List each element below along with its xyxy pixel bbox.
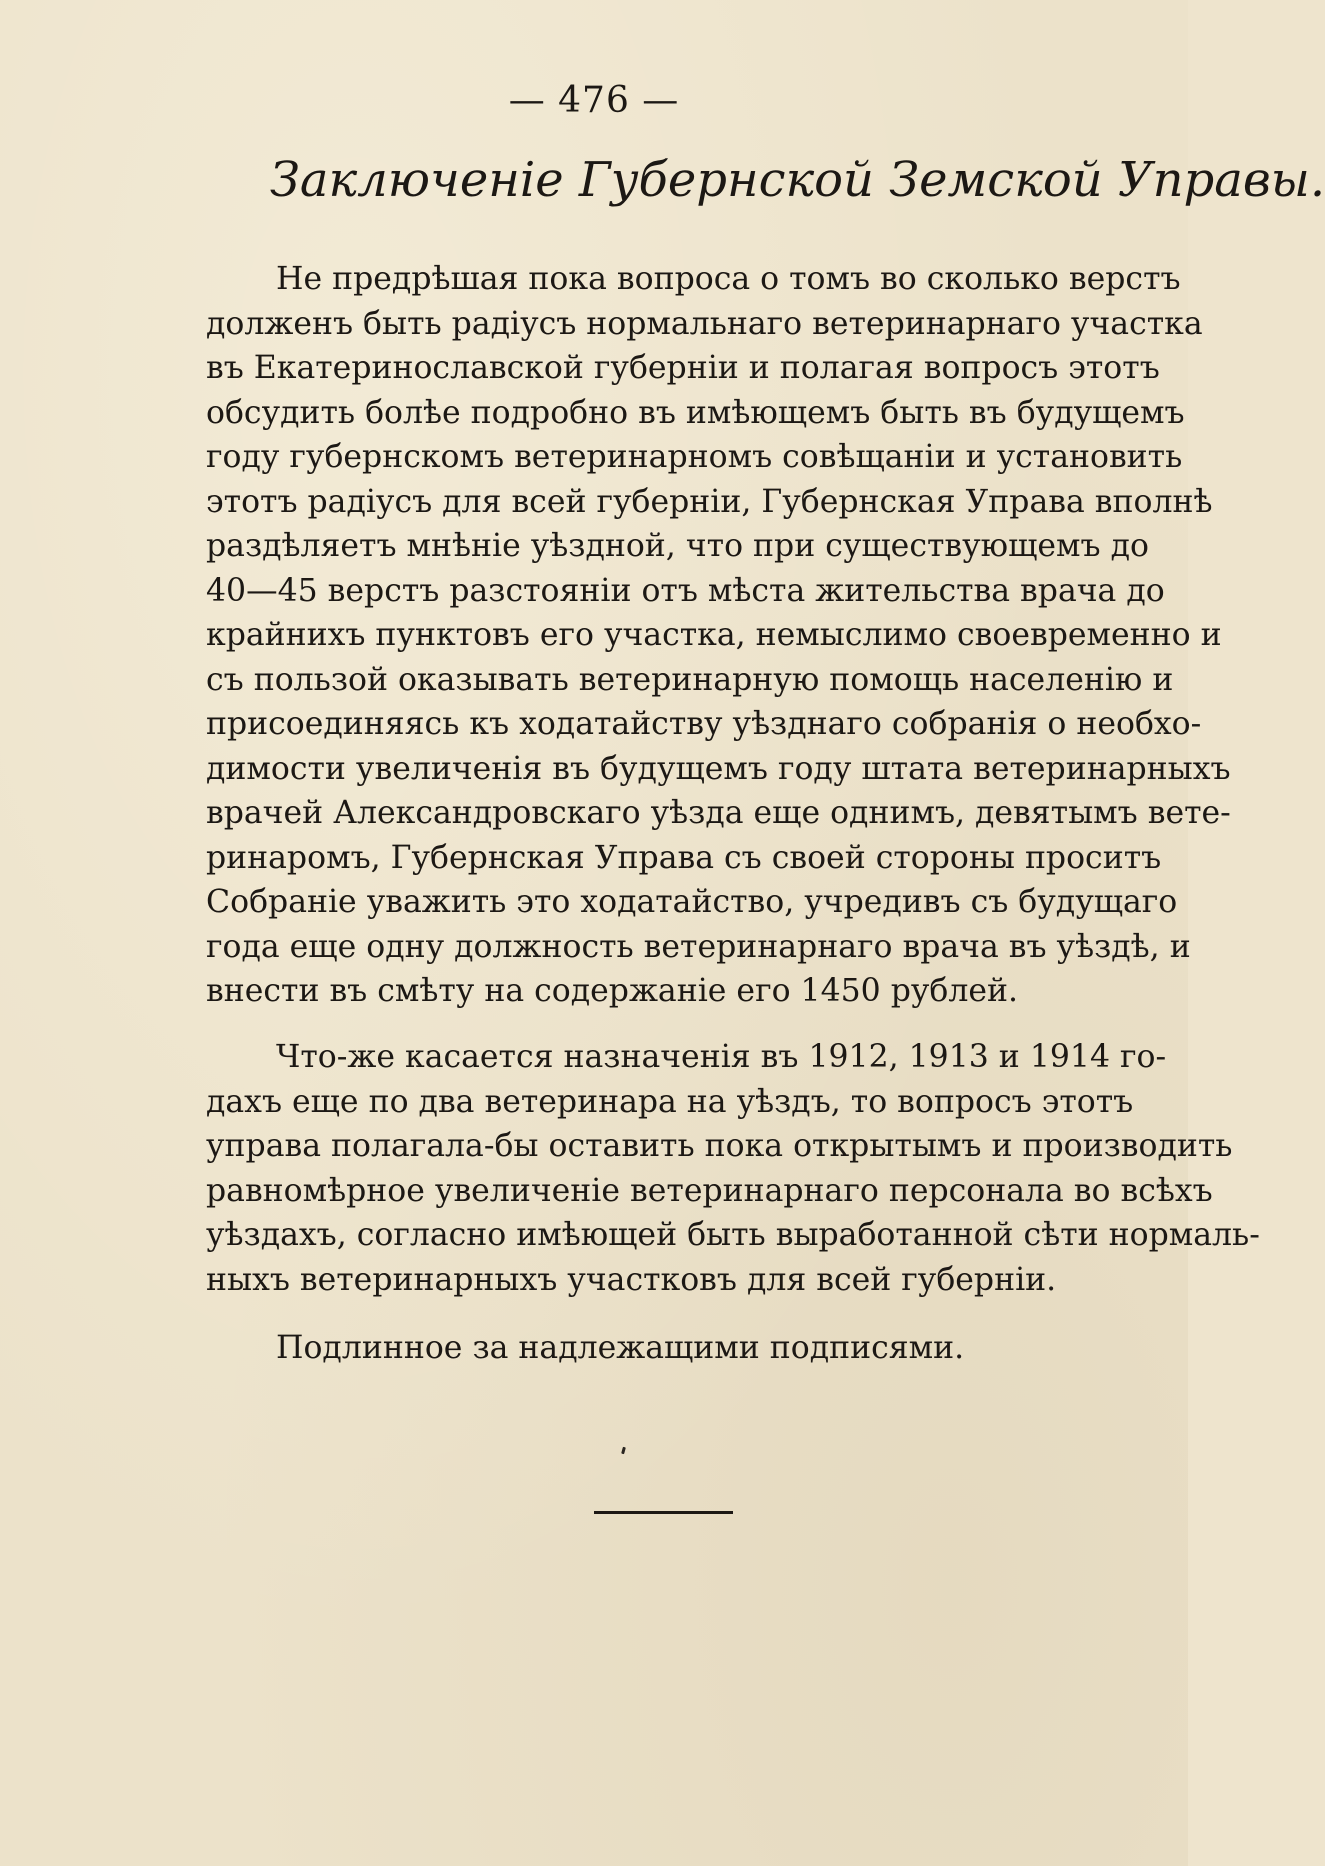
end-rule-divider (594, 1511, 733, 1514)
text-line: обсудить болѣе подробно въ имѣющемъ быть въ будущемъ (206, 394, 1185, 431)
text-line: внести въ смѣту на содержаніе его 1450 рублей. (206, 973, 1019, 1009)
text-line: 40—45 верстъ разстояніи отъ мѣста жительства врача до (206, 572, 1165, 609)
text-line: ринаромъ, Губернская Управа съ своей стороны проситъ (206, 839, 1162, 876)
text-line: Собраніе уважить это ходатайство, учредивъ съ будущаго (206, 884, 1178, 920)
paragraph-1 (206, 257, 1231, 1014)
text-line: долженъ быть радіусъ нормальнаго ветеринарнаго участка (206, 305, 1203, 342)
text-line: уѣздахъ, согласно имѣющей быть выработанной сѣти нормаль- (206, 1217, 1260, 1253)
text-line: этотъ радіусъ для всей губерніи, Губернская Управа вполнѣ (206, 483, 1213, 520)
page-number: — 476 — (508, 80, 680, 121)
text-line: присоединяясь къ ходатайству уѣзднаго собранія о необхо- (206, 706, 1202, 742)
text-line: ныхъ ветеринарныхъ участковъ для всей губерніи. (206, 1261, 1057, 1298)
text-line: въ Екатеринославской губерніи и полагая вопросъ этотъ (206, 350, 1160, 386)
text-line: димости увеличенія въ будущемъ году штата ветеринарныхъ (206, 750, 1231, 787)
ink-speck (621, 1447, 626, 1455)
text-line: года еще одну должность ветеринарнаго врача въ уѣздѣ, и (206, 928, 1191, 965)
text-line: врачей Александровскаго уѣзда еще однимъ, девятымъ вете- (206, 795, 1231, 831)
text-line: крайнихъ пунктовъ его участка, немыслимо своевременно и (206, 617, 1222, 653)
text-line: равномѣрное увеличеніе ветеринарнаго персонала во всѣхъ (206, 1172, 1213, 1209)
signature-line: Подлинное за надлежащими подписями. (276, 1330, 965, 1366)
text-line: Что-же касается назначенія въ 1912, 1913 и 1914 го- (276, 1039, 1167, 1075)
text-line: году губернскомъ ветеринарномъ совѣщаніи и установить (206, 439, 1183, 475)
page-title: Заключеніе Губернской Земской Управы. (270, 152, 1325, 208)
text-line: съ пользой оказывать ветеринарную помощь населенію и (206, 661, 1174, 698)
paragraph-2 (206, 1035, 1260, 1302)
text-line: Не предрѣшая пока вопроса о томъ во сколько верстъ (276, 261, 1181, 297)
text-line: управа полагала-бы оставить пока открытымъ и производить (206, 1128, 1233, 1164)
text-line: дахъ еще по два ветеринара на уѣздъ, то вопросъ этотъ (206, 1083, 1134, 1120)
text-line: раздѣляетъ мнѣніе уѣздной, что при существующемъ до (206, 528, 1149, 564)
